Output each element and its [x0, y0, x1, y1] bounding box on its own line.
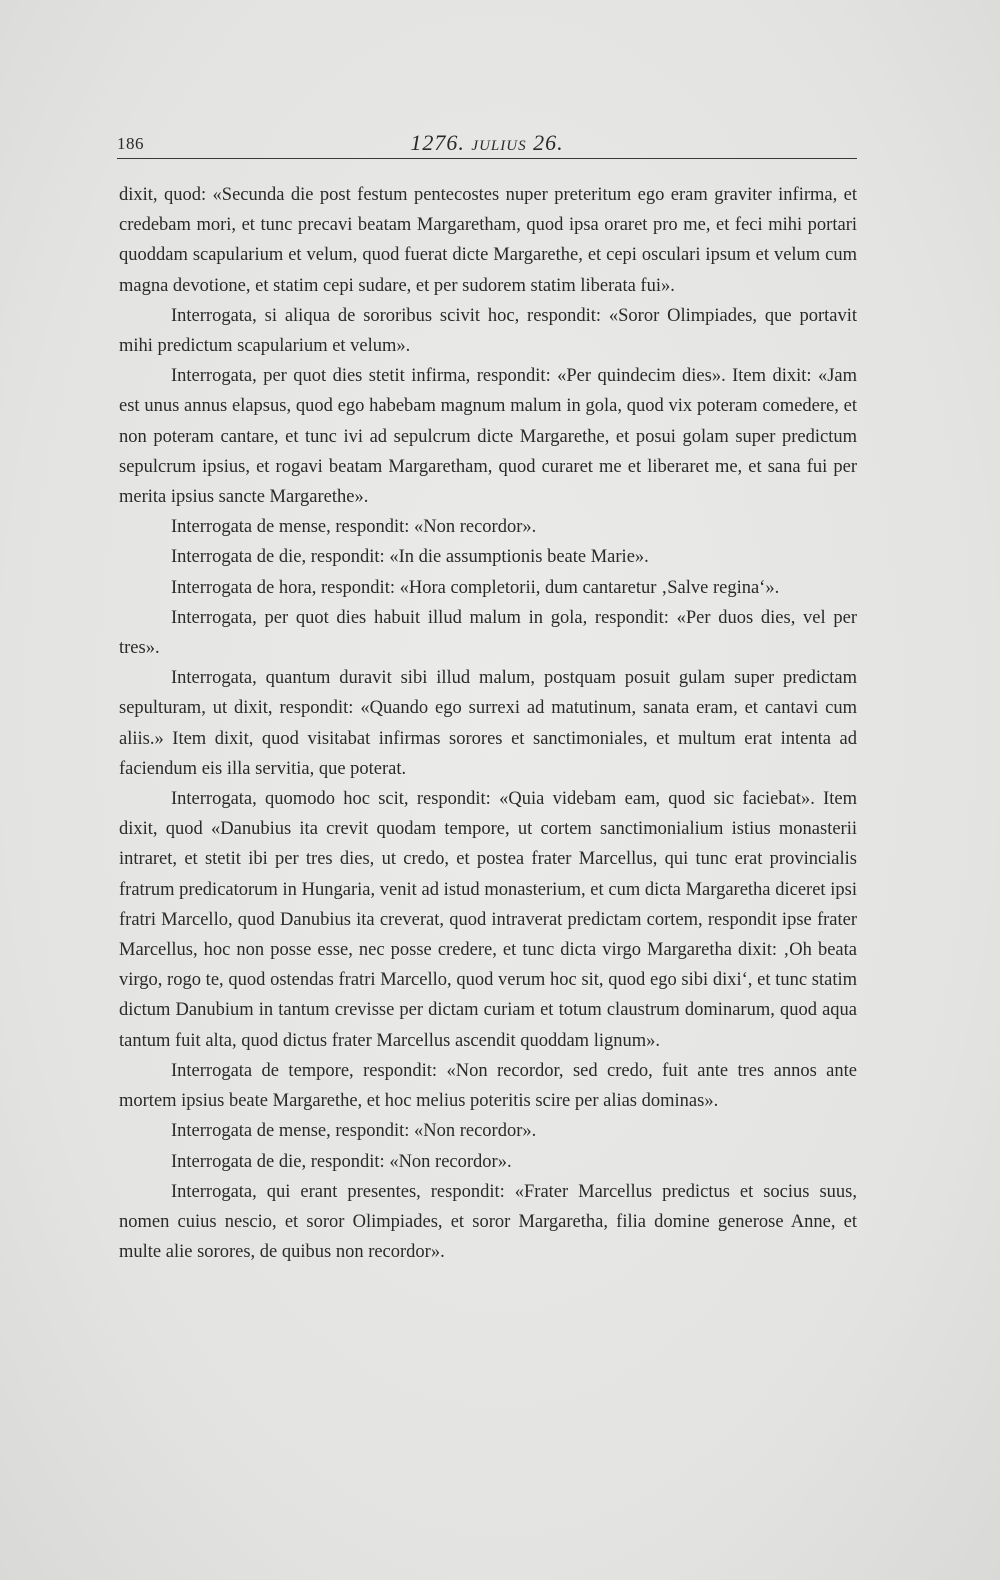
- paragraph: Interrogata de hora, respondit: «Hora completorii, dum cantaretur ‚Salve regina‘».: [171, 577, 780, 598]
- paragraph: Interrogata, qui erant presentes, respondit: «Frater Marcellus predictus et socius suus, nomen cuius nescio, et soror Olimpiades, et soror Margaretha, filia domine generose Anne, et multe alie sorores, de quibus non recordor».: [119, 1181, 857, 1263]
- paragraph: Interrogata de tempore, respondit: «Non recordor, sed credo, fuit ante tres annos ante mortem ipsius beate Margarethe, et hoc melius poteritis scire per alias dominas».: [119, 1060, 857, 1112]
- body-text: [119, 180, 857, 1267]
- running-head: [117, 130, 857, 156]
- page-header: [117, 128, 857, 159]
- paragraph: Interrogata, quomodo hoc scit, respondit: «Quia videbam eam, quod sic faciebat». Item dixit, quod «Danubius ita crevit quodam tempore, ut cortem sanctimonialium istius monasterii intraret, et stetit ibi per tres dies, ut credo, et postea frater Marcellus, qui tunc erat provincialis fratrum predicatorum in Hungaria, venit ad istud monasterium, et cum dicta Margaretha diceret ipsi fratri Marcello, quod Danubius ita creverat, quod intraverat predictam cortem, respondit ipse frater Marcellus, hoc non posse esse, nec posse credere, et tunc dicta virgo Margaretha dixit: ‚Oh beata virgo, rogo te, quod ostendas fratri Marcello, quod verum hoc sit, quod ego sibi dixi‘, et tunc statim dictum Danubium in tantum crevisse per dictam curiam et totum claustrum dominarum, quod aqua tantum fuit alta, quod dictus frater Marcellus ascendit quoddam lignum».: [119, 789, 857, 1051]
- paragraph: Interrogata, si aliqua de sororibus scivit hoc, respondit: «Soror Olimpiades, que portavit mihi predictum scapularium et velum».: [119, 305, 857, 357]
- paragraph: dixit, quod: «Secunda die post festum pentecostes nuper preteritum ego eram graviter infirma, et credebam mori, et tunc precavi beatam Margaretham, quod ipsa oraret pro me, et feci mihi portari quoddam scapularium et velum, quod fuerat dicte Margarethe, et cepi osculari ipsum et velum cum magna devotione, et statim cepi sudare, et per sudorem statim liberata fui».: [119, 185, 857, 296]
- running-head-day: 26.: [533, 130, 564, 155]
- running-head-year: 1276.: [410, 130, 465, 155]
- running-head-month: JULIUS: [471, 138, 527, 154]
- paragraph: Interrogata de die, respondit: «Non recordor».: [171, 1151, 512, 1172]
- paragraph: Interrogata, quantum duravit sibi illud malum, postquam posuit gulam super predictam sepulturam, ut dixit, respondit: «Quando ego surrexi ad matutinum, sanata eram, et cantavi cum aliis.» Item dixit, quod visitabat infirmas sorores et sanctimoniales, et multum erat intenta ad faciendum eis illa servitia, que poterat.: [119, 668, 857, 779]
- paragraph: Interrogata de mense, respondit: «Non recordor».: [171, 1121, 537, 1142]
- page-number: 186: [117, 134, 144, 153]
- paragraph: Interrogata de mense, respondit: «Non recordor».: [171, 517, 537, 538]
- paragraph: Interrogata de die, respondit: «In die assumptionis beate Marie».: [171, 547, 649, 568]
- paragraph: Interrogata, per quot dies habuit illud malum in gola, respondit: «Per duos dies, vel per tres».: [119, 607, 857, 659]
- paragraph: Interrogata, per quot dies stetit infirma, respondit: «Per quindecim dies». Item dixit: «Jam est unus annus elapsus, quod ego habebam magnum malum in gola, quod vix poteram comedere, et non poteram cantare, et tunc ivi ad sepulcrum dicte Margarethe, et posui golam super predictum sepulcrum ipsius, et rogavi beatam Margaretham, quod curaret me et liberaret me, et sana fui per merita ipsius sancte Margarethe».: [119, 366, 857, 508]
